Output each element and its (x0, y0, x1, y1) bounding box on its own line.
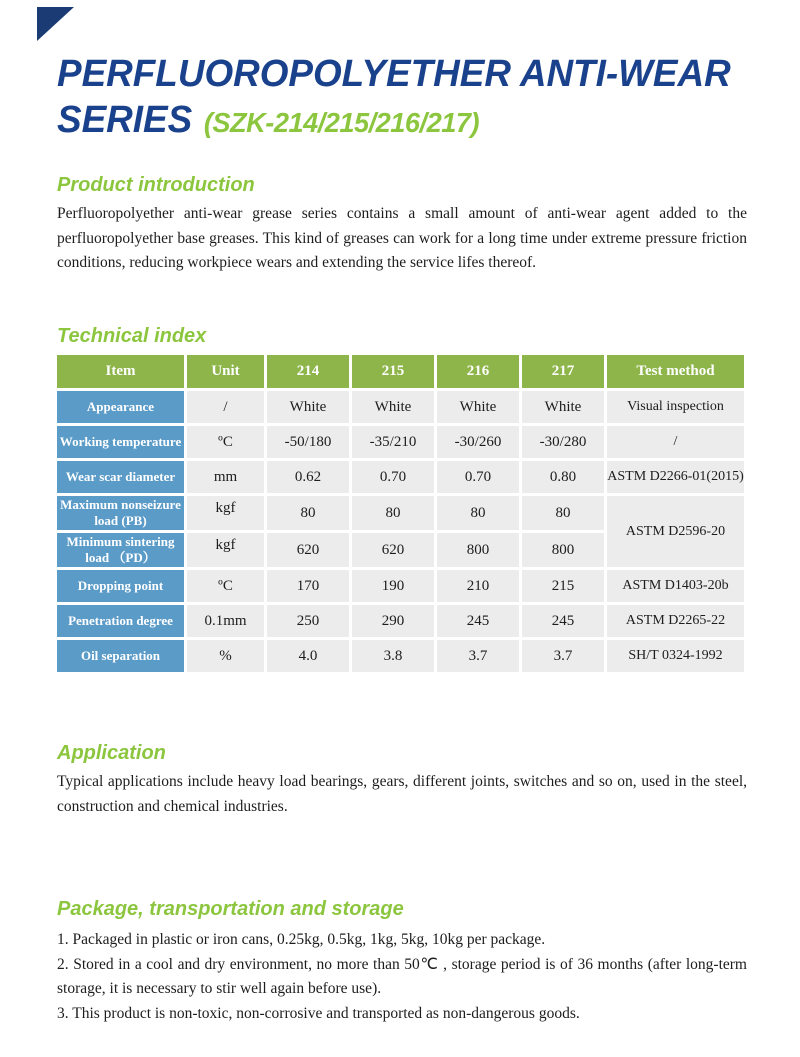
header-cell-item: Item (57, 355, 184, 388)
header-cell-214: 214 (267, 355, 349, 388)
table-header-row (57, 355, 744, 388)
value-cell: 620 (267, 533, 349, 567)
value-cell: 80 (352, 496, 434, 530)
unit-cell: ºC (187, 426, 264, 458)
method-cell-merged: ASTM D2596-20 (607, 496, 744, 567)
method-cell: ASTM D1403-20b (607, 570, 744, 602)
page-title (57, 52, 775, 145)
package-list-item-3: 3. This product is non-toxic, non-corrosive and transported as non-dangerous goods. (57, 1004, 580, 1022)
row-label-cell: Oil separation (57, 640, 184, 672)
value-cell: 3.8 (352, 640, 434, 672)
value-cell: 215 (522, 570, 604, 602)
table-row-working-temperature (57, 426, 744, 458)
unit-cell: / (187, 391, 264, 423)
value-cell: 800 (522, 533, 604, 567)
row-label-cell: Maximum nonseizure load (PB) (57, 496, 184, 530)
header-cell-test-method: Test method (607, 355, 744, 388)
value-cell: 3.7 (522, 640, 604, 672)
unit-cell: kgf (187, 496, 264, 530)
value-cell: 0.70 (352, 461, 434, 493)
package-list-item-1: 1. Packaged in plastic or iron cans, 0.25kg, 0.5kg, 1kg, 5kg, 10kg per package. (57, 931, 546, 948)
value-cell: -50/180 (267, 426, 349, 458)
row-label-cell: Minimum sintering load （PD） (57, 533, 184, 567)
page-title-line1: PERFLUOROPOLYETHER ANTI-WEAR (57, 53, 731, 95)
value-cell: 0.80 (522, 461, 604, 493)
value-cell: 290 (352, 605, 434, 637)
value-cell: White (352, 391, 434, 423)
value-cell: 3.7 (437, 640, 519, 672)
value-cell: -30/280 (522, 426, 604, 458)
value-cell: 245 (437, 605, 519, 637)
table-row-oil-separation (57, 640, 744, 672)
value-cell: White (437, 391, 519, 423)
value-cell: 80 (522, 496, 604, 530)
value-cell: 0.62 (267, 461, 349, 493)
application-paragraph: Typical applications include heavy load bearings, gears, different joints, switches and so on, used in the steel, construction and chemical industries. (57, 773, 747, 815)
header-cell-unit: Unit (187, 355, 264, 388)
row-label-cell: Appearance (57, 391, 184, 423)
heading-application: Application (57, 742, 166, 764)
unit-cell: 0.1mm (187, 605, 264, 637)
table-row-appearance (57, 391, 744, 423)
table-row-maximum-nonseizure-load (57, 496, 744, 530)
method-cell: SH/T 0324-1992 (607, 640, 744, 672)
value-cell: 4.0 (267, 640, 349, 672)
value-cell: -30/260 (437, 426, 519, 458)
value-cell: 80 (437, 496, 519, 530)
unit-cell: mm (187, 461, 264, 493)
value-cell: 210 (437, 570, 519, 602)
unit-cell: kgf (187, 533, 264, 567)
method-cell: Visual inspection (607, 391, 744, 423)
value-cell: 190 (352, 570, 434, 602)
method-cell: ASTM D2266-01(2015) (607, 461, 744, 493)
method-cell: ASTM D2265-22 (607, 605, 744, 637)
technical-index-table (54, 352, 747, 675)
heading-product-introduction: Product introduction (57, 174, 255, 196)
row-label-cell: Wear scar diameter (57, 461, 184, 493)
header-cell-216: 216 (437, 355, 519, 388)
value-cell: 620 (352, 533, 434, 567)
heading-technical-index: Technical index (57, 325, 207, 347)
value-cell: 170 (267, 570, 349, 602)
value-cell: -35/210 (352, 426, 434, 458)
table-row-penetration-degree (57, 605, 744, 637)
package-list-item-2: 2. Stored in a cool and dry environment, no more than 50℃ , storage period is of 36 months (after long-term storage, it is necessary to stir well again before use). (57, 955, 747, 997)
value-cell: 80 (267, 496, 349, 530)
value-cell: White (267, 391, 349, 423)
header-cell-217: 217 (522, 355, 604, 388)
row-label-cell: Working temperature (57, 426, 184, 458)
unit-cell: % (187, 640, 264, 672)
value-cell: 245 (522, 605, 604, 637)
table-row-dropping-point (57, 570, 744, 602)
page-title-line2 (57, 98, 775, 145)
unit-cell: ºC (187, 570, 264, 602)
corner-triangle-decoration (37, 7, 74, 41)
row-label-cell: Dropping point (57, 570, 184, 602)
value-cell: 250 (267, 605, 349, 637)
product-introduction-paragraph: Perfluoropolyether anti-wear grease series contains a small amount of anti-wear agent added to the perfluoropolyether base greases. This kind of greases can work for a long time under extreme pressure friction conditions, reducing workpiece wears and extending the service lifes thereof. (57, 205, 747, 271)
value-cell: 0.70 (437, 461, 519, 493)
package-list (57, 928, 747, 1026)
row-label-cell: Penetration degree (57, 605, 184, 637)
page-title-series: SERIES (57, 99, 193, 141)
value-cell: White (522, 391, 604, 423)
heading-package-transportation-storage: Package, transportation and storage (57, 898, 404, 920)
header-cell-215: 215 (352, 355, 434, 388)
table-row-wear-scar-diameter (57, 461, 744, 493)
method-cell: / (607, 426, 744, 458)
page-title-model-codes: (SZK-214/215/216/217) (203, 107, 480, 138)
value-cell: 800 (437, 533, 519, 567)
